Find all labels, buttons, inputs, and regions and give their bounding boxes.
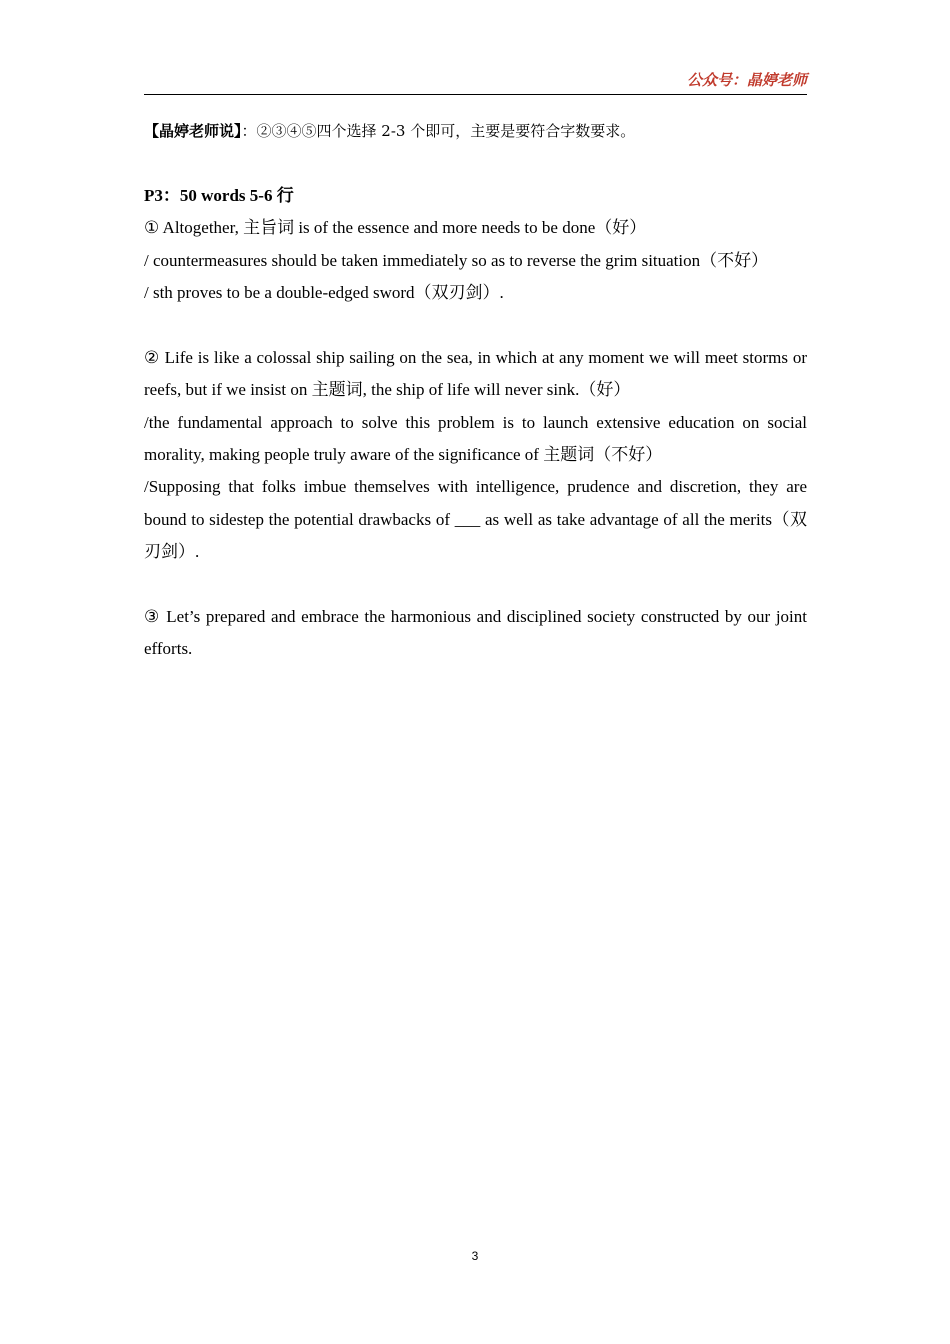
- section-title: P3：50 words 5-6 行: [144, 185, 294, 205]
- teacher-note-label: 【晶婷老师说】: [144, 122, 242, 140]
- item-2-line-2: /the fundamental approach to solve this problem is to launch extensive education on social morality, making people truly aware of the significance of 主题词（不好）: [144, 412, 807, 465]
- item-2-line-1: ② Life is like a colossal ship sailing on the sea, in which at any moment we will meet storms or reefs, but if we insist on 主题词, the ship of life will never sink.（好）: [144, 347, 807, 400]
- page-number: 3: [471, 1249, 479, 1263]
- item-1-line-2: / countermeasures should be taken immediately so as to reverse the grim situation（不好）: [144, 250, 769, 270]
- teacher-note-text: ：②③④⑤四个选择 2-3 个即可，主要是要符合字数要求。: [241, 122, 636, 140]
- item-1-line-3: / sth proves to be a double-edged sword（双刃剑）.: [144, 283, 504, 303]
- item-3-line-1: ③ Let’s prepared and embrace the harmonious and disciplined society constructed by our joint efforts.: [144, 607, 807, 659]
- spacer: [144, 147, 807, 179]
- header-divider: [144, 94, 807, 95]
- spacer: [144, 569, 807, 601]
- header-account-name: 公众号：晶婷老师: [686, 71, 807, 89]
- document-body: [144, 115, 807, 666]
- teacher-note: [144, 115, 807, 147]
- item-2-line-3: /Supposing that folks imbue themselves with intelligence, prudence and discretion, they are bound to sidestep the potential drawbacks of ___ as well as take advantage of all the merits（双刃剑）.: [144, 477, 807, 562]
- spacer: [144, 309, 807, 341]
- item-1-line-1: ① Altogether, 主旨词 is of the essence and more needs to be done（好）: [144, 218, 647, 238]
